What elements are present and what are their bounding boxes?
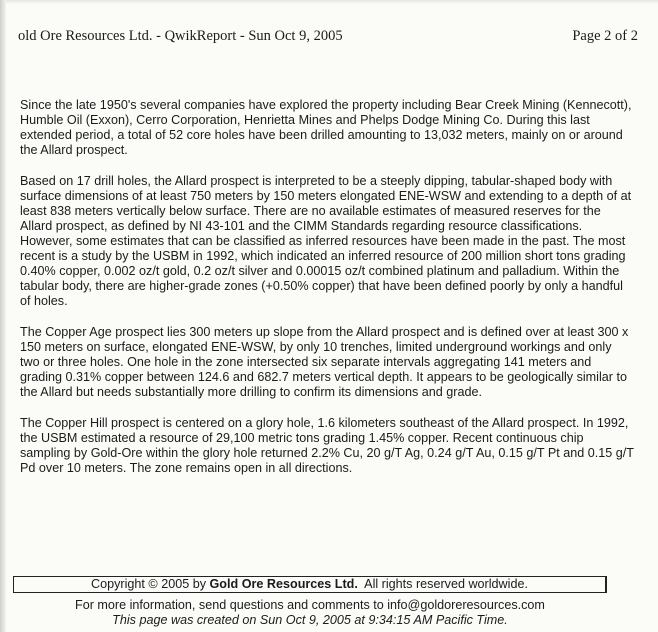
report-title: old Ore Resources Ltd. - QwikReport - Sun Oct 9, 2005 <box>18 28 343 44</box>
page-shadow <box>0 0 6 632</box>
report-header <box>18 28 642 48</box>
created-timestamp: This page was created on Sun Oct 9, 2005 at 9:34:15 AM Pacific Time. <box>112 613 508 627</box>
copyright-company: Gold Ore Resources Ltd. <box>209 577 358 591</box>
copyright-rights: All rights reserved worldwide. <box>357 577 528 591</box>
paragraph-exploration-history: Since the late 1950's several companies have explored the property including Bear Creek Mining (Kennecott), Humble Oil (Exxon), Cerro Corporation, Henrietta Mines and Phelps Dodge Mining Co. During this last extended period, a total of 52 core holes have been drilled amounting to 13,032 meters, mainly on or around the Allard prospect. <box>20 98 632 157</box>
copyright-box <box>13 576 607 593</box>
copyright-prefix: Copyright © 2005 by <box>91 577 210 591</box>
contact-line: For more information, send questions and comments to info@goldoreresources.com <box>75 598 545 612</box>
paragraph-copper-hill-prospect: The Copper Hill prospect is centered on a glory hole, 1.6 kilometers southeast of the Allard prospect. In 1992, the USBM estimated a resource of 29,100 metric tons grading 1.45% copper. Recent continuous chip sampling by Gold-Ore within the glory hole returned 2.2% Cu, 20 g/T Ag, 0.24 g/T Au, 0.15 g/T Pt and 0.15 g/T Pd over 10 meters. The zone remains open in all directions. <box>20 416 634 475</box>
page-number: Page 2 of 2 <box>572 28 638 44</box>
report-body <box>20 98 634 492</box>
paragraph-copper-age-prospect: The Copper Age prospect lies 300 meters up slope from the Allard prospect and is defined over at least 300 x 150 meters on surface, elongated ENE-WSW, by only 10 trenches, limited underground workings and only two or three holes. One hole in the zone intersected six separate intervals aggregating 141 meters and grading 0.31% copper between 124.6 and 682.7 meters vertical depth. It appears to be geologically similar to the Allard but needs substantially more drilling to confirm its dimensions and grade. <box>20 325 629 399</box>
paragraph-allard-prospect: Based on 17 drill holes, the Allard prospect is interpreted to be a steeply dipping, tabular-shaped body with surface dimensions of at least 750 meters by 150 meters elongated ENE-WSW and extending to a depth of at least 838 meters vertically below surface. There are no available estimates of measured reserves for the Allard prospect, as defined by NI 43-101 and the CIMM Standards regarding resource classifications. However, some estimates that can be classified as inferred resources have been made in the past. The most recent is a study by the USBM in 1992, which indicated an inferred resource of 200 million short tons grading 0.40% copper, 0.002 oz/t gold, 0.2 oz/t silver and 0.00015 oz/t combined platinum and palladium. Within the tabular body, there are higher-grade zones (+0.50% copper) that have been defined poorly by only a handful of holes. <box>20 174 632 308</box>
page-edge <box>0 0 658 4</box>
